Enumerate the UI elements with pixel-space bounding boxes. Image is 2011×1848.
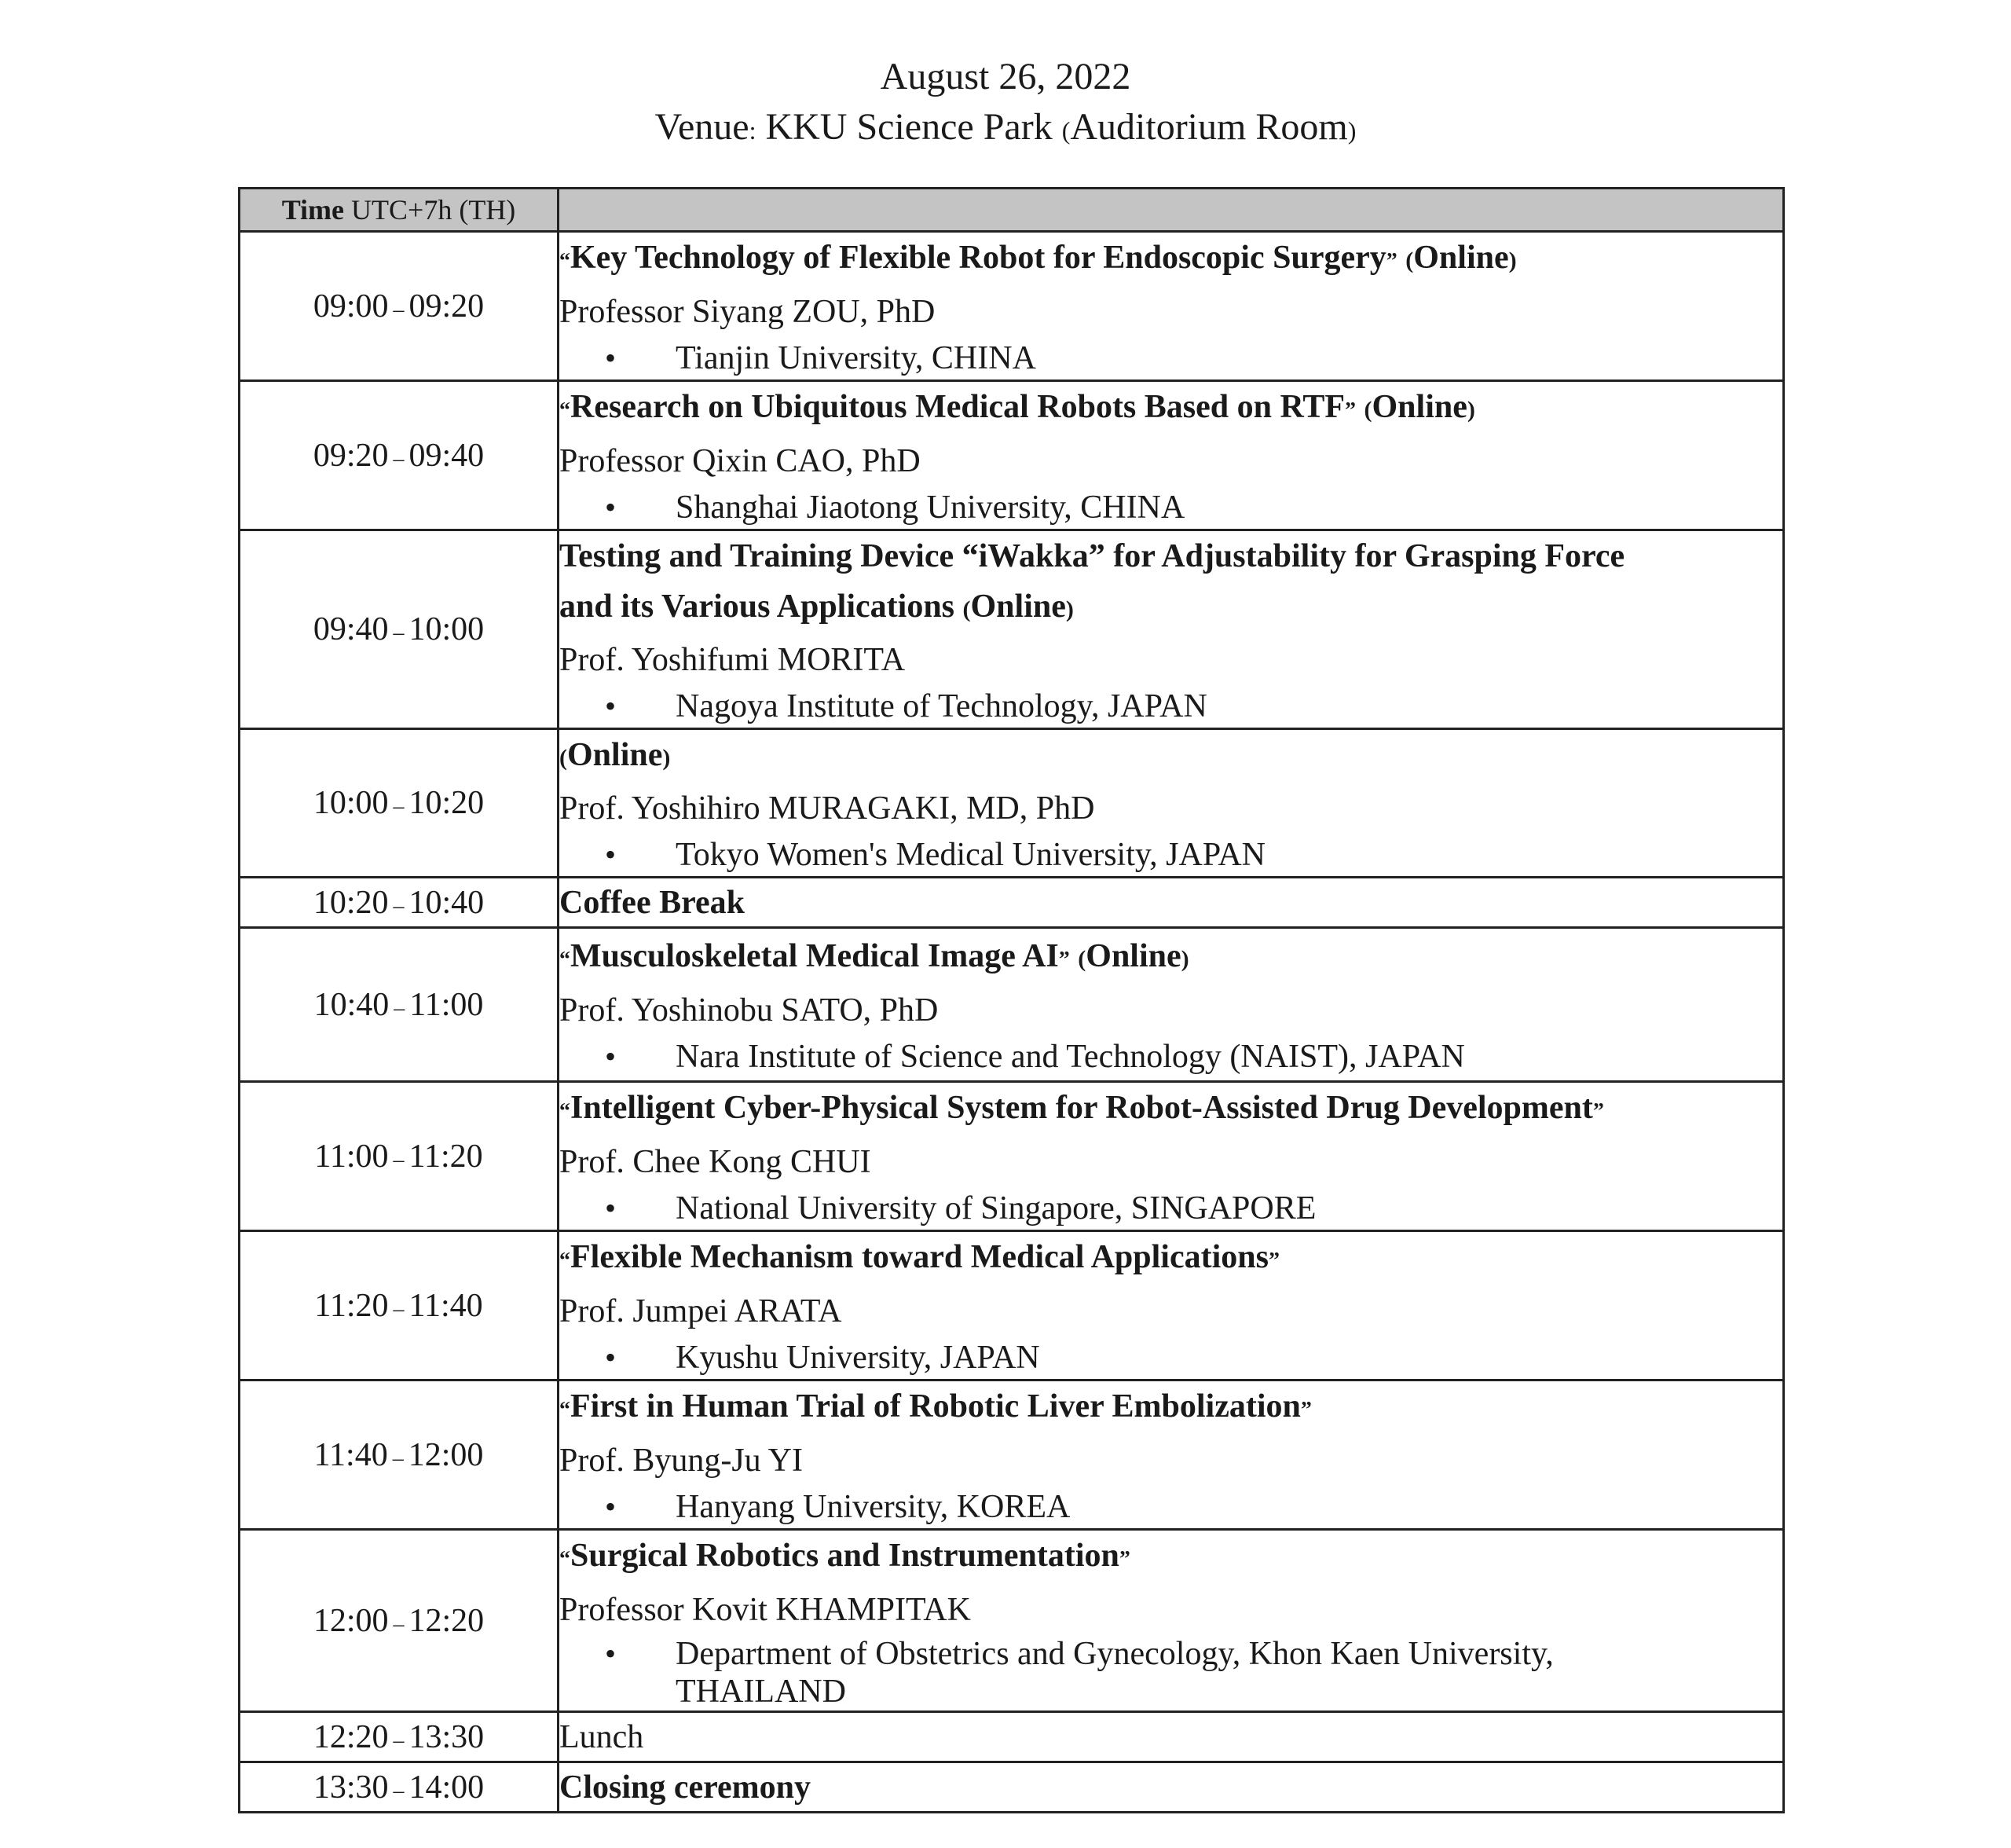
time-start: 11:20 [314, 1287, 389, 1324]
title-text-line2: and its Various Applications [559, 588, 955, 625]
time-end: 09:20 [408, 288, 485, 324]
open-quote: “ [559, 1547, 570, 1571]
session-details [559, 1082, 1784, 1231]
session-details [559, 1380, 1784, 1530]
affiliation-line1: Department of Obstetrics and Gynecology, Khon Kaen University, [676, 1636, 1554, 1672]
close-paren: ) [1065, 596, 1074, 622]
bullet-icon: • [605, 688, 617, 724]
bullet-icon: • [605, 1340, 617, 1375]
table-row [240, 729, 1784, 878]
time-dash: – [393, 1728, 405, 1753]
time-start: 10:00 [313, 785, 389, 821]
open-quote: “ [559, 948, 570, 972]
table-row [240, 1082, 1784, 1231]
affiliation: Nagoya Institute of Technology, JAPAN [676, 688, 1207, 724]
session-mode: Online [1413, 240, 1509, 276]
affiliation: Tianjin University, CHINA [676, 340, 1036, 376]
open-paren: ( [1078, 946, 1086, 972]
table-header-row [240, 189, 1784, 232]
session-time [240, 232, 559, 381]
time-dash: – [393, 1612, 405, 1637]
title-text-line1: Testing and Training Device “iWakka” for Adjustability for Grasping Force [559, 538, 1625, 574]
table-row [240, 232, 1784, 381]
time-end: 11:40 [408, 1287, 483, 1324]
close-paren: ) [1181, 946, 1189, 972]
session-title [559, 1232, 1782, 1286]
session-mode: Online [970, 588, 1066, 625]
title-text: Surgical Robotics and Instrumentation [570, 1538, 1119, 1574]
title-text: Intelligent Cyber-Physical System for Robot-Assisted Drug Development [570, 1090, 1593, 1126]
title-text: Musculoskeletal Medical Image AI [570, 938, 1059, 974]
time-end: 14:00 [408, 1769, 485, 1806]
speaker-name: Prof. Chee Kong CHUI [559, 1144, 871, 1180]
venue-room: Auditorium Room [1070, 106, 1348, 148]
open-paren: ( [1405, 248, 1414, 273]
time-end: 11:00 [409, 986, 484, 1023]
table-row [240, 381, 1784, 530]
session-details [559, 232, 1784, 381]
session-details [559, 729, 1784, 878]
close-quote: ” [1386, 249, 1397, 273]
speaker-name: Professor Siyang ZOU, PhD [559, 294, 936, 330]
table-row [240, 1712, 1784, 1762]
bullet-icon: • [605, 1636, 617, 1671]
time-dash: – [392, 1446, 404, 1471]
closing-label: Closing ceremony [559, 1769, 811, 1806]
session-details [559, 1712, 1784, 1762]
session-time [240, 1712, 559, 1762]
time-dash: – [393, 893, 405, 918]
close-paren: ) [1467, 397, 1475, 423]
bullet-icon: • [605, 837, 617, 872]
time-end: 12:20 [408, 1602, 485, 1639]
affiliation-item [559, 486, 1782, 529]
session-details [559, 878, 1784, 928]
open-paren: ( [1364, 397, 1372, 423]
title-text: Flexible Mechanism toward Medical Applications [570, 1239, 1269, 1275]
time-start: 11:40 [313, 1436, 388, 1473]
event-date: August 26, 2022 [880, 56, 1131, 97]
session-time [240, 729, 559, 878]
table-row [240, 878, 1784, 928]
time-dash: – [393, 1296, 405, 1322]
time-dash: – [393, 1778, 405, 1803]
session-time [240, 1762, 559, 1813]
session-time [240, 878, 559, 928]
affiliation-item [559, 1486, 1782, 1528]
speaker-name: Prof. Yoshihiro MURAGAKI, MD, PhD [559, 790, 1095, 827]
speaker-name: Prof. Jumpei ARATA [559, 1293, 842, 1329]
session-mode: Online [1086, 938, 1181, 974]
time-dash: – [394, 996, 405, 1021]
affiliation: Shanghai Jiaotong University, CHINA [676, 490, 1185, 526]
affiliation-item [559, 1187, 1782, 1230]
time-dash: – [393, 1147, 405, 1172]
bullet-icon: • [605, 1190, 617, 1226]
open-paren: ( [962, 596, 971, 622]
title-text: Key Technology of Flexible Robot for Endoscopic Surgery [570, 240, 1386, 276]
time-end: 09:40 [408, 437, 485, 474]
time-start: 09:40 [313, 611, 389, 647]
bullet-icon: • [605, 340, 617, 376]
session-mode: Online [1372, 389, 1467, 425]
break-label: Coffee Break [559, 884, 745, 921]
bullet-icon: • [605, 1489, 617, 1524]
speaker-name: Prof. Yoshinobu SATO, PhD [559, 992, 939, 1028]
open-paren: ( [559, 745, 567, 771]
time-dash: – [393, 621, 405, 645]
time-start: 09:00 [313, 288, 389, 324]
session-title [559, 382, 1782, 436]
break-label: Lunch [559, 1718, 644, 1755]
title-text: First in Human Trial of Robotic Liver Embolization [570, 1388, 1301, 1424]
bullet-icon: • [605, 1039, 617, 1074]
close-quote: ” [1592, 1099, 1604, 1124]
session-title [559, 1083, 1782, 1137]
affiliation-item [559, 685, 1782, 728]
affiliation: Kyushu University, JAPAN [676, 1340, 1040, 1376]
session-time [240, 1530, 559, 1712]
time-start: 11:00 [314, 1138, 389, 1175]
affiliation: Nara Institute of Science and Technology (NAIST), JAPAN [676, 1039, 1465, 1075]
affiliation-item [559, 337, 1782, 380]
session-time [240, 928, 559, 1082]
session-title [559, 931, 1782, 985]
speaker-name: Professor Kovit KHAMPITAK [559, 1592, 971, 1628]
session-title [559, 531, 1782, 635]
time-end: 10:00 [408, 611, 485, 647]
time-dash: – [393, 794, 405, 819]
affiliation: National University of Singapore, SINGAPORE [676, 1190, 1317, 1226]
close-quote: ” [1300, 1398, 1312, 1422]
session-details [559, 1530, 1784, 1712]
affiliation: Tokyo Women's Medical University, JAPAN [676, 837, 1266, 873]
table-row [240, 928, 1784, 1082]
session-details [559, 1231, 1784, 1380]
open-quote: “ [559, 249, 570, 273]
session-details [559, 530, 1784, 729]
page-header [0, 52, 2011, 156]
session-time [240, 1082, 559, 1231]
session-time [240, 530, 559, 729]
table-row [240, 1380, 1784, 1530]
time-header-bold: Time [281, 194, 345, 226]
time-start: 12:20 [313, 1718, 389, 1755]
affiliation-item [559, 1336, 1782, 1379]
session-details [559, 1762, 1784, 1813]
venue-room-open: ( [1061, 116, 1071, 145]
venue-label: Venue [654, 106, 749, 148]
time-start: 10:20 [313, 884, 389, 921]
affiliation: Hanyang University, KOREA [676, 1489, 1071, 1525]
title-text: Research on Ubiquitous Medical Robots Based on RTF [570, 389, 1346, 425]
time-header-zone: UTC+7h (TH) [344, 194, 516, 226]
time-column-header [240, 189, 559, 232]
close-paren: ) [1508, 248, 1517, 273]
session-time [240, 381, 559, 530]
time-start: 13:30 [313, 1769, 389, 1806]
session-title [559, 1381, 1782, 1436]
session-title [559, 730, 1782, 783]
open-quote: “ [559, 1099, 570, 1124]
open-quote: “ [559, 1398, 570, 1422]
affiliation-line2: THAILAND [676, 1674, 846, 1710]
affiliation-item [559, 1036, 1782, 1078]
venue-room-close: ) [1347, 116, 1357, 145]
session-time [240, 1231, 559, 1380]
time-dash: – [393, 297, 405, 322]
bullet-icon: • [605, 490, 617, 525]
time-end: 10:20 [408, 785, 485, 821]
event-venue [0, 102, 2011, 156]
speaker-name: Prof. Byung-Ju YI [559, 1443, 803, 1479]
close-quote: ” [1268, 1248, 1280, 1273]
close-paren: ) [662, 745, 671, 771]
session-time [240, 1380, 559, 1530]
time-dash: – [393, 446, 405, 471]
time-end: 10:40 [408, 884, 485, 921]
venue-name: KKU Science Park [765, 106, 1053, 148]
open-quote: “ [559, 398, 570, 423]
table-row [240, 1530, 1784, 1712]
session-details [559, 928, 1784, 1082]
venue-colon: : [749, 116, 756, 145]
table-row [240, 530, 1784, 729]
affiliation-item [559, 1635, 1782, 1710]
close-quote: ” [1119, 1547, 1130, 1571]
close-quote: ” [1345, 398, 1357, 423]
affiliation [676, 1635, 1782, 1710]
time-start: 09:20 [313, 437, 389, 474]
open-quote: “ [559, 1248, 570, 1273]
session-title [559, 233, 1782, 287]
session-mode: Online [567, 737, 663, 773]
session-title [559, 1531, 1782, 1585]
speaker-name: Prof. Yoshifumi MORITA [559, 642, 906, 678]
time-end: 11:20 [408, 1138, 483, 1175]
time-end: 12:00 [408, 1436, 484, 1473]
close-quote: ” [1058, 948, 1070, 972]
speaker-name: Professor Qixin CAO, PhD [559, 443, 921, 479]
agenda-table [238, 187, 1785, 1813]
time-end: 13:30 [408, 1718, 485, 1755]
description-column-header [559, 189, 1784, 232]
time-start: 12:00 [313, 1602, 389, 1639]
table-row [240, 1231, 1784, 1380]
time-start: 10:40 [313, 986, 390, 1023]
affiliation-item [559, 834, 1782, 876]
table-row [240, 1762, 1784, 1813]
session-details [559, 381, 1784, 530]
